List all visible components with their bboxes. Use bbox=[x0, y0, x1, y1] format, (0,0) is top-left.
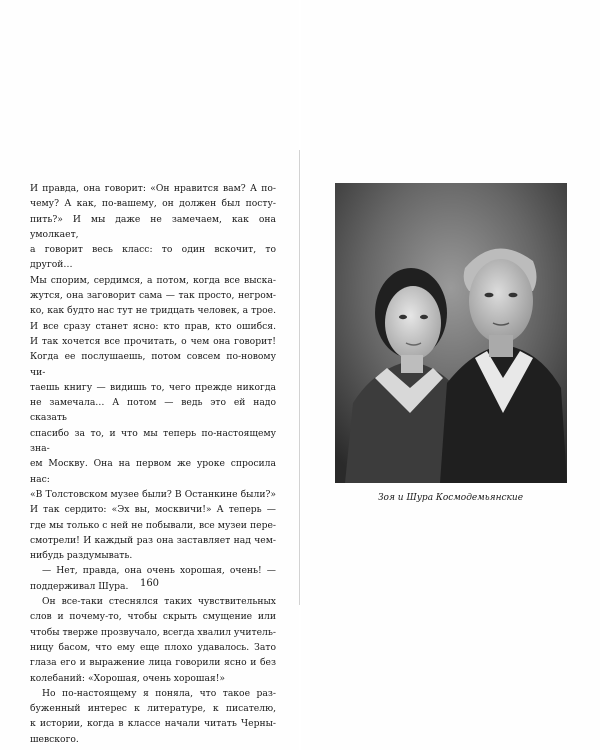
text-line: чему? А как, по-вашему, он должен был посту- bbox=[30, 198, 276, 210]
text-line: пить?» И мы даже не замечаем, как она умолкает, bbox=[30, 213, 276, 240]
text-line: жутся, она заговорит сама — так просто, негром- bbox=[30, 290, 276, 302]
text-line: буженный интерес к литературе, к писателю, bbox=[30, 703, 276, 715]
text-line: — Нет, правда, она очень хорошая, очень! — bbox=[42, 565, 276, 577]
left-page bbox=[0, 0, 299, 750]
paragraph bbox=[30, 686, 276, 747]
paragraph bbox=[30, 181, 276, 563]
text-line: И правда, она говорит: «Он нравится вам? А по- bbox=[30, 183, 276, 194]
text-line: поддерживал Шура. bbox=[30, 580, 129, 592]
body-text bbox=[30, 181, 276, 747]
text-line: ницу басом, что ему еще плохо удавалось. Зато bbox=[30, 641, 276, 653]
text-line: слов и почему-то, чтобы скрыть смущение или bbox=[30, 611, 276, 623]
text-line: таешь книгу — видишь то, чего прежде никогда bbox=[30, 381, 276, 393]
text-line: ко, как будто нас тут не тридцать человек, а трое. bbox=[30, 305, 276, 317]
text-line: глаза его и выражение лица говорили ясно и без bbox=[30, 657, 276, 669]
text-line: И так хочется все прочитать, о чем она говорит! bbox=[30, 335, 276, 347]
text-line: «В Толстовском музее были? В Останкине были?» bbox=[30, 488, 276, 500]
text-line: а говорит весь класс: то один вскочит, то другой… bbox=[30, 244, 276, 271]
text-line: Он все-таки стеснялся таких чувствительных bbox=[42, 596, 276, 608]
text-line: не замечала… А потом — ведь это ей надо сказать bbox=[30, 397, 276, 424]
photo-caption: Зоя и Шура Космодемьянские bbox=[377, 493, 524, 503]
portrait-photo bbox=[335, 183, 567, 483]
text-line: к истории, когда в классе начали читать Черны- bbox=[30, 718, 276, 730]
text-line: ем Москву. Она на первом же уроке спросила нас: bbox=[30, 458, 276, 485]
text-line: И так сердито: «Эх вы, москвичи!» А теперь — bbox=[30, 504, 276, 516]
text-line: И все сразу станет ясно: кто прав, кто ошибся. bbox=[30, 320, 276, 332]
page-number: 160 bbox=[139, 578, 160, 589]
text-line: смотрели! И каждый раз она заставляет над чем- bbox=[30, 534, 276, 546]
text-line: Мы спорим, сердимся, а потом, когда все выска- bbox=[30, 274, 276, 286]
text-line: чтобы тверже прозвучало, всегда хвалил учитель- bbox=[30, 626, 276, 638]
text-line: Но по-настоящему я поняла, что такое раз- bbox=[42, 687, 276, 699]
text-line: спасибо за то, и что мы теперь по-настоящему зна- bbox=[30, 427, 276, 455]
page-gutter bbox=[299, 150, 300, 605]
text-line: где мы только с ней не побывали, все музеи пере- bbox=[30, 519, 276, 531]
text-line: Когда ее послушаешь, потом совсем по-новому чи- bbox=[30, 351, 276, 378]
paragraph bbox=[30, 594, 276, 686]
text-line: нибудь раздумывать. bbox=[30, 550, 133, 562]
text-line: шевского. bbox=[30, 733, 79, 745]
text-line: колебаний: «Хорошая, очень хорошая!» bbox=[30, 672, 226, 684]
